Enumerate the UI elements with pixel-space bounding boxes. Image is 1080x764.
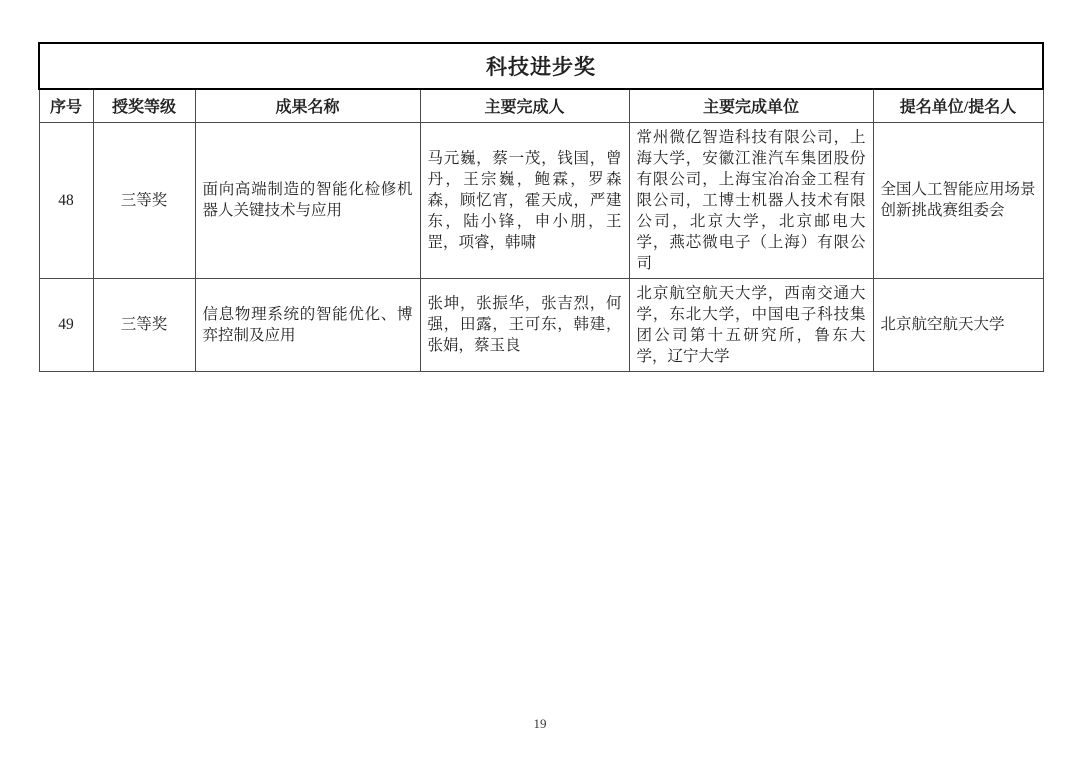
cell-units: 北京航空航天大学，西南交通大学，东北大学，中国电子科技集团公司第十五研究所，鲁东大学，辽宁大学 <box>629 278 873 371</box>
page-number: 19 <box>533 716 547 731</box>
cell-award-level: 三等奖 <box>93 122 195 278</box>
col-header-serial: 序号 <box>39 89 93 122</box>
table-row-48 <box>39 122 1043 278</box>
col-header-contributors: 主要完成人 <box>420 89 629 122</box>
col-header-award-level: 授奖等级 <box>93 89 195 122</box>
table-title-row <box>39 43 1043 89</box>
col-header-units: 主要完成单位 <box>629 89 873 122</box>
cell-contributors: 马元巍，蔡一茂，钱国，曾丹，王宗巍，鲍霖，罗森森，顾忆宵，霍天成，严建东，陆小锋，申小朋，王罡，项睿，韩啸 <box>420 122 629 278</box>
col-header-nominator: 提名单位/提名人 <box>873 89 1043 122</box>
table-title: 科技进步奖 <box>39 43 1043 89</box>
cell-nominator: 北京航空航天大学 <box>873 278 1043 371</box>
cell-contributors: 张坤，张振华，张吉烈，何强，田露，王可东，韩建，张娟，蔡玉良 <box>420 278 629 371</box>
award-table <box>38 42 1044 372</box>
table-row-49 <box>39 278 1043 371</box>
cell-serial: 48 <box>39 122 93 278</box>
cell-award-level: 三等奖 <box>93 278 195 371</box>
cell-achievement: 面向高端制造的智能化检修机器人关键技术与应用 <box>195 122 420 278</box>
cell-units: 常州微亿智造科技有限公司，上海大学，安徽江淮汽车集团股份有限公司，上海宝冶冶金工程有限公司，工博士机器人技术有限公司，北京大学，北京邮电大学，燕芯微电子（上海）有限公司 <box>629 122 873 278</box>
cell-serial: 49 <box>39 278 93 371</box>
table-header-row <box>39 89 1043 122</box>
cell-nominator: 全国人工智能应用场景创新挑战赛组委会 <box>873 122 1043 278</box>
cell-achievement: 信息物理系统的智能优化、博弈控制及应用 <box>195 278 420 371</box>
col-header-achievement: 成果名称 <box>195 89 420 122</box>
